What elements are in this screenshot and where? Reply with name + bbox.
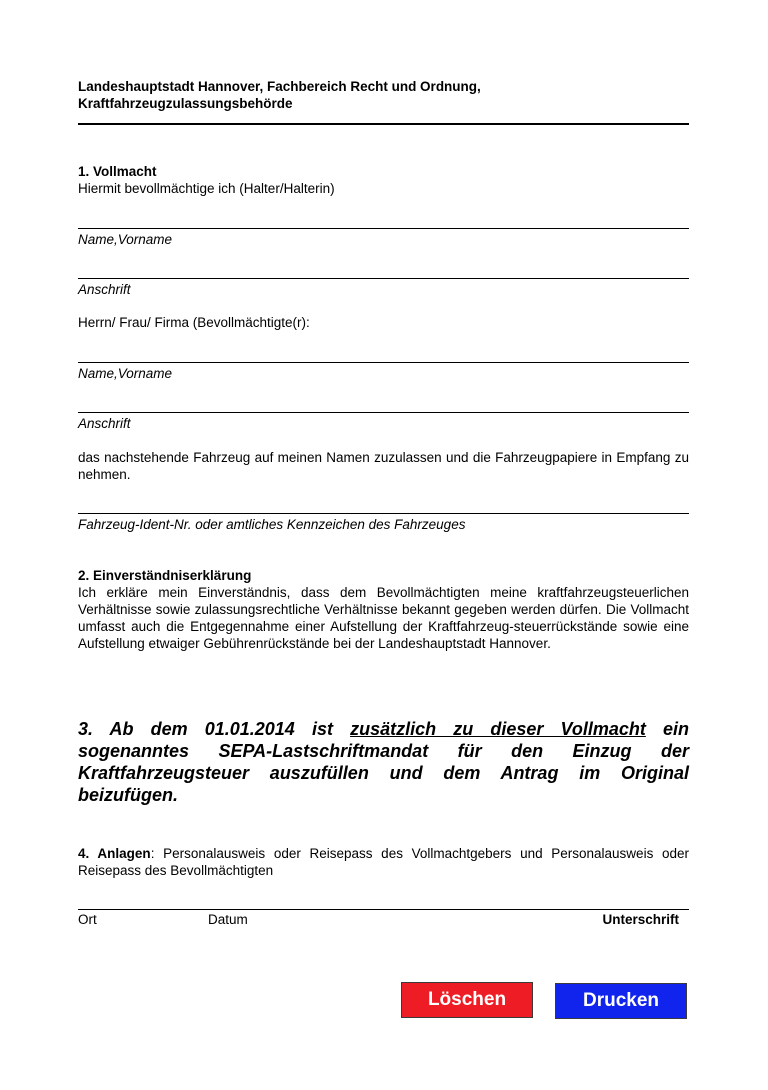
purpose-text: das nachstehende Fahrzeug auf meinen Namen zuzulassen und die Fahrzeugpapiere in Empfang zu nehmen. [78,450,689,482]
agent-address-field[interactable] [78,412,689,413]
section4-title: 4. Anlagen [78,846,151,861]
holder-address-field[interactable] [78,278,689,279]
section3-part2: ein sogenanntes SEPA-Lastschriftmandat für den Einzug der Kraftfahrzeugsteuer auszufüllen und dem Antrag im Original beizufügen. [78,719,689,805]
section1-title: 1. Vollmacht [78,164,157,179]
holder-name-label: Name,Vorname [78,232,173,247]
print-button[interactable]: Drucken [555,983,687,1019]
section4-text: : Personalausweis oder Reisepass des Vollmachtgebers und Personalausweis oder Reisepass des Bevollmächtigten [78,846,689,878]
header-divider [78,123,689,125]
section4 [78,845,689,879]
section2-text: Ich erkläre mein Einverständnis, dass dem Bevollmächtigten meine kraftfahrzeugsteuerlichen Verhältnisse sowie zulassungsrechtliche Verhältnisse bekannt gegeben werden dürfen. Die Vollmacht umfasst auch die Entgegennahme einer Aufstellung der Kraftfahrzeug-steuerrückstände sowie eine Aufstellung etwaiger Gebührenrückstände bei der Landeshauptstadt Hannover. [78,585,689,651]
section3-part1: 3. Ab dem 01.01.2014 ist [78,719,351,739]
agent-name-field[interactable] [78,362,689,363]
header-department: Kraftfahrzeugzulassungsbehörde [78,96,293,111]
date-label: Datum [208,912,248,927]
section2-title: 2. Einverständniserklärung [78,568,252,583]
agent-intro: Herrn/ Frau/ Firma (Bevollmächtigte(r): [78,315,310,330]
form-page [78,0,689,1090]
signature-field[interactable] [78,909,689,910]
section1-intro: Hiermit bevollmächtige ich (Halter/Halterin) [78,181,335,196]
signature-label: Unterschrift [602,912,679,927]
section3-underlined: zusätzlich zu dieser Vollmacht [350,719,646,739]
section3-notice [78,718,689,806]
agent-address-label: Anschrift [78,416,131,431]
vehicle-label: Fahrzeug-Ident-Nr. oder amtliches Kennzeichen des Fahrzeuges [78,517,466,532]
holder-address-label: Anschrift [78,282,131,297]
place-label: Ort [78,912,97,927]
agent-name-label: Name,Vorname [78,366,173,381]
header-authority: Landeshauptstadt Hannover, Fachbereich Recht und Ordnung, [78,79,481,94]
holder-name-field[interactable] [78,228,689,229]
document-header [78,78,689,112]
vehicle-field[interactable] [78,513,689,514]
delete-button[interactable]: Löschen [401,982,533,1018]
